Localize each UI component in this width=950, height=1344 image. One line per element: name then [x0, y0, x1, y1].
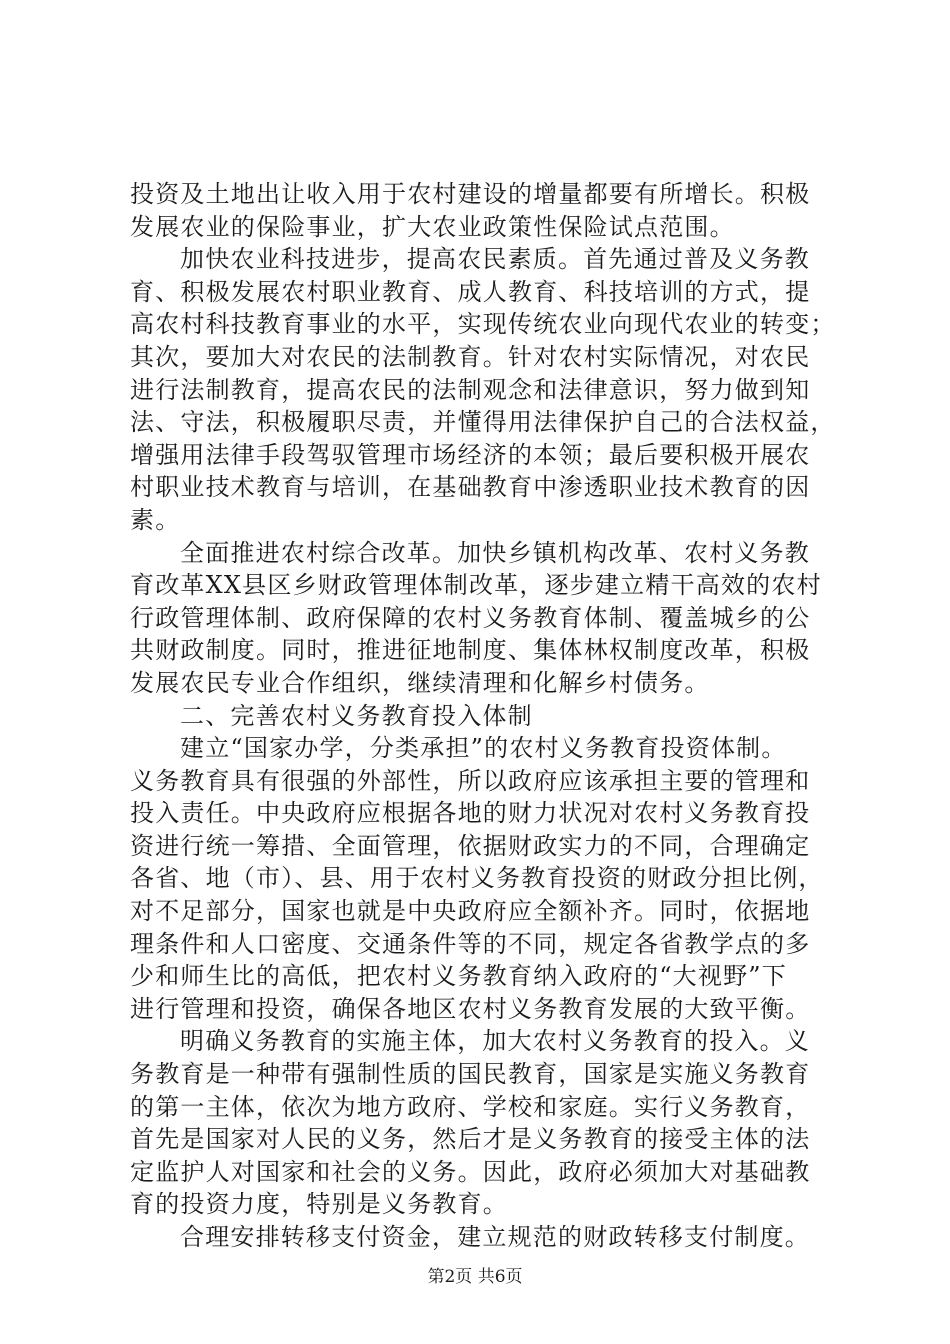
- paragraph-start-line: 全面推进农村综合改革。加快乡镇机构改革、农村义务教: [180, 538, 810, 567]
- paragraph-start-line: 合理安排转移支付资金，建立规范的财政转移支付制度。: [180, 1223, 810, 1251]
- text-line: 共财政制度。同时，推进征地制度、集体林权制度改革，积极: [130, 636, 811, 665]
- text-line: 育、积极发展农村职业教育、成人教育、科技培训的方式，提: [130, 277, 811, 306]
- text-line: 义务教育具有很强的外部性，所以政府应该承担主要的管理和: [130, 766, 811, 795]
- text-line: 村职业技术教育与培训，在基础教育中渗透职业技术教育的因: [130, 473, 811, 502]
- text-line: 行政管理体制、政府保障的农村义务教育体制、覆盖城乡的公: [130, 603, 811, 632]
- text-line: 资进行统一筹措、全面管理，依据财政实力的不同，合理确定: [130, 831, 811, 860]
- page-footer: 第2页 共6页: [427, 1267, 523, 1287]
- text-line: 理条件和人口密度、交通条件等的不同，规定各省教学点的多: [130, 929, 811, 958]
- paragraph-start-line: 加快农业科技进步，提高农民素质。首先通过普及义务教: [180, 245, 810, 274]
- text-line: 投入责任。中央政府应根据各地的财力状况对农村义务教育投: [130, 799, 811, 828]
- text-line: 各省、地（市）、县、用于农村义务教育投资的财政分担比例，: [130, 864, 824, 893]
- text-line: 发展农业的保险事业，扩大农业政策性保险试点范围。: [130, 212, 735, 241]
- text-line: 的第一主体，依次为地方政府、学校和家庭。实行义务教育，: [130, 1092, 811, 1121]
- text-line: 高农村科技教育事业的水平，实现传统农业向现代农业的转变；: [130, 310, 836, 339]
- text-line: 进行法制教育，提高农民的法制观念和法律意识，努力做到知: [130, 375, 811, 404]
- text-line: 进行管理和投资，确保各地区农村义务教育发展的大致平衡。: [130, 994, 811, 1023]
- text-line: 育的投资力度，特别是义务教育。: [130, 1190, 508, 1219]
- text-line: 增强用法律手段驾驭管理市场经济的本领；最后要积极开展农: [130, 440, 811, 469]
- text-line: 投资及土地出让收入用于农村建设的增量都要有所增长。积极: [130, 180, 811, 208]
- text-line: 育改革XX县区乡财政管理体制改革，逐步建立精干高效的农村: [130, 571, 822, 600]
- text-line: 务教育是一种带有强制性质的国民教育，国家是实施义务教育: [130, 1060, 811, 1089]
- text-line: 首先是国家对人民的义务，然后才是义务教育的接受主体的法: [130, 1125, 811, 1154]
- section-heading: 二、完善农村义务教育投入体制: [180, 701, 533, 730]
- text-line: 发展农民专业合作组织，继续清理和化解乡村债务。: [130, 668, 710, 697]
- text-line: 素。: [130, 505, 181, 534]
- paragraph-start-line: 建立“国家办学，分类承担”的农村义务教育投资体制。: [180, 734, 787, 763]
- text-line: 法、守法，积极履职尽责，并懂得用法律保护自己的合法权益，: [130, 408, 836, 437]
- text-line: 定监护人对国家和社会的义务。因此，政府必须加大对基础教: [130, 1157, 811, 1186]
- text-line: 其次，要加大对农民的法制教育。针对农村实际情况，对农民: [130, 342, 811, 371]
- paragraph-start-line: 明确义务教育的实施主体，加大农村义务教育的投入。义: [180, 1027, 810, 1056]
- text-line: 对不足部分，国家也就是中央政府应全额补齐。同时，依据地: [130, 897, 811, 926]
- document-body: [130, 178, 836, 1254]
- text-line: 少和师生比的高低，把农村义务教育纳入政府的“大视野”下: [130, 962, 787, 991]
